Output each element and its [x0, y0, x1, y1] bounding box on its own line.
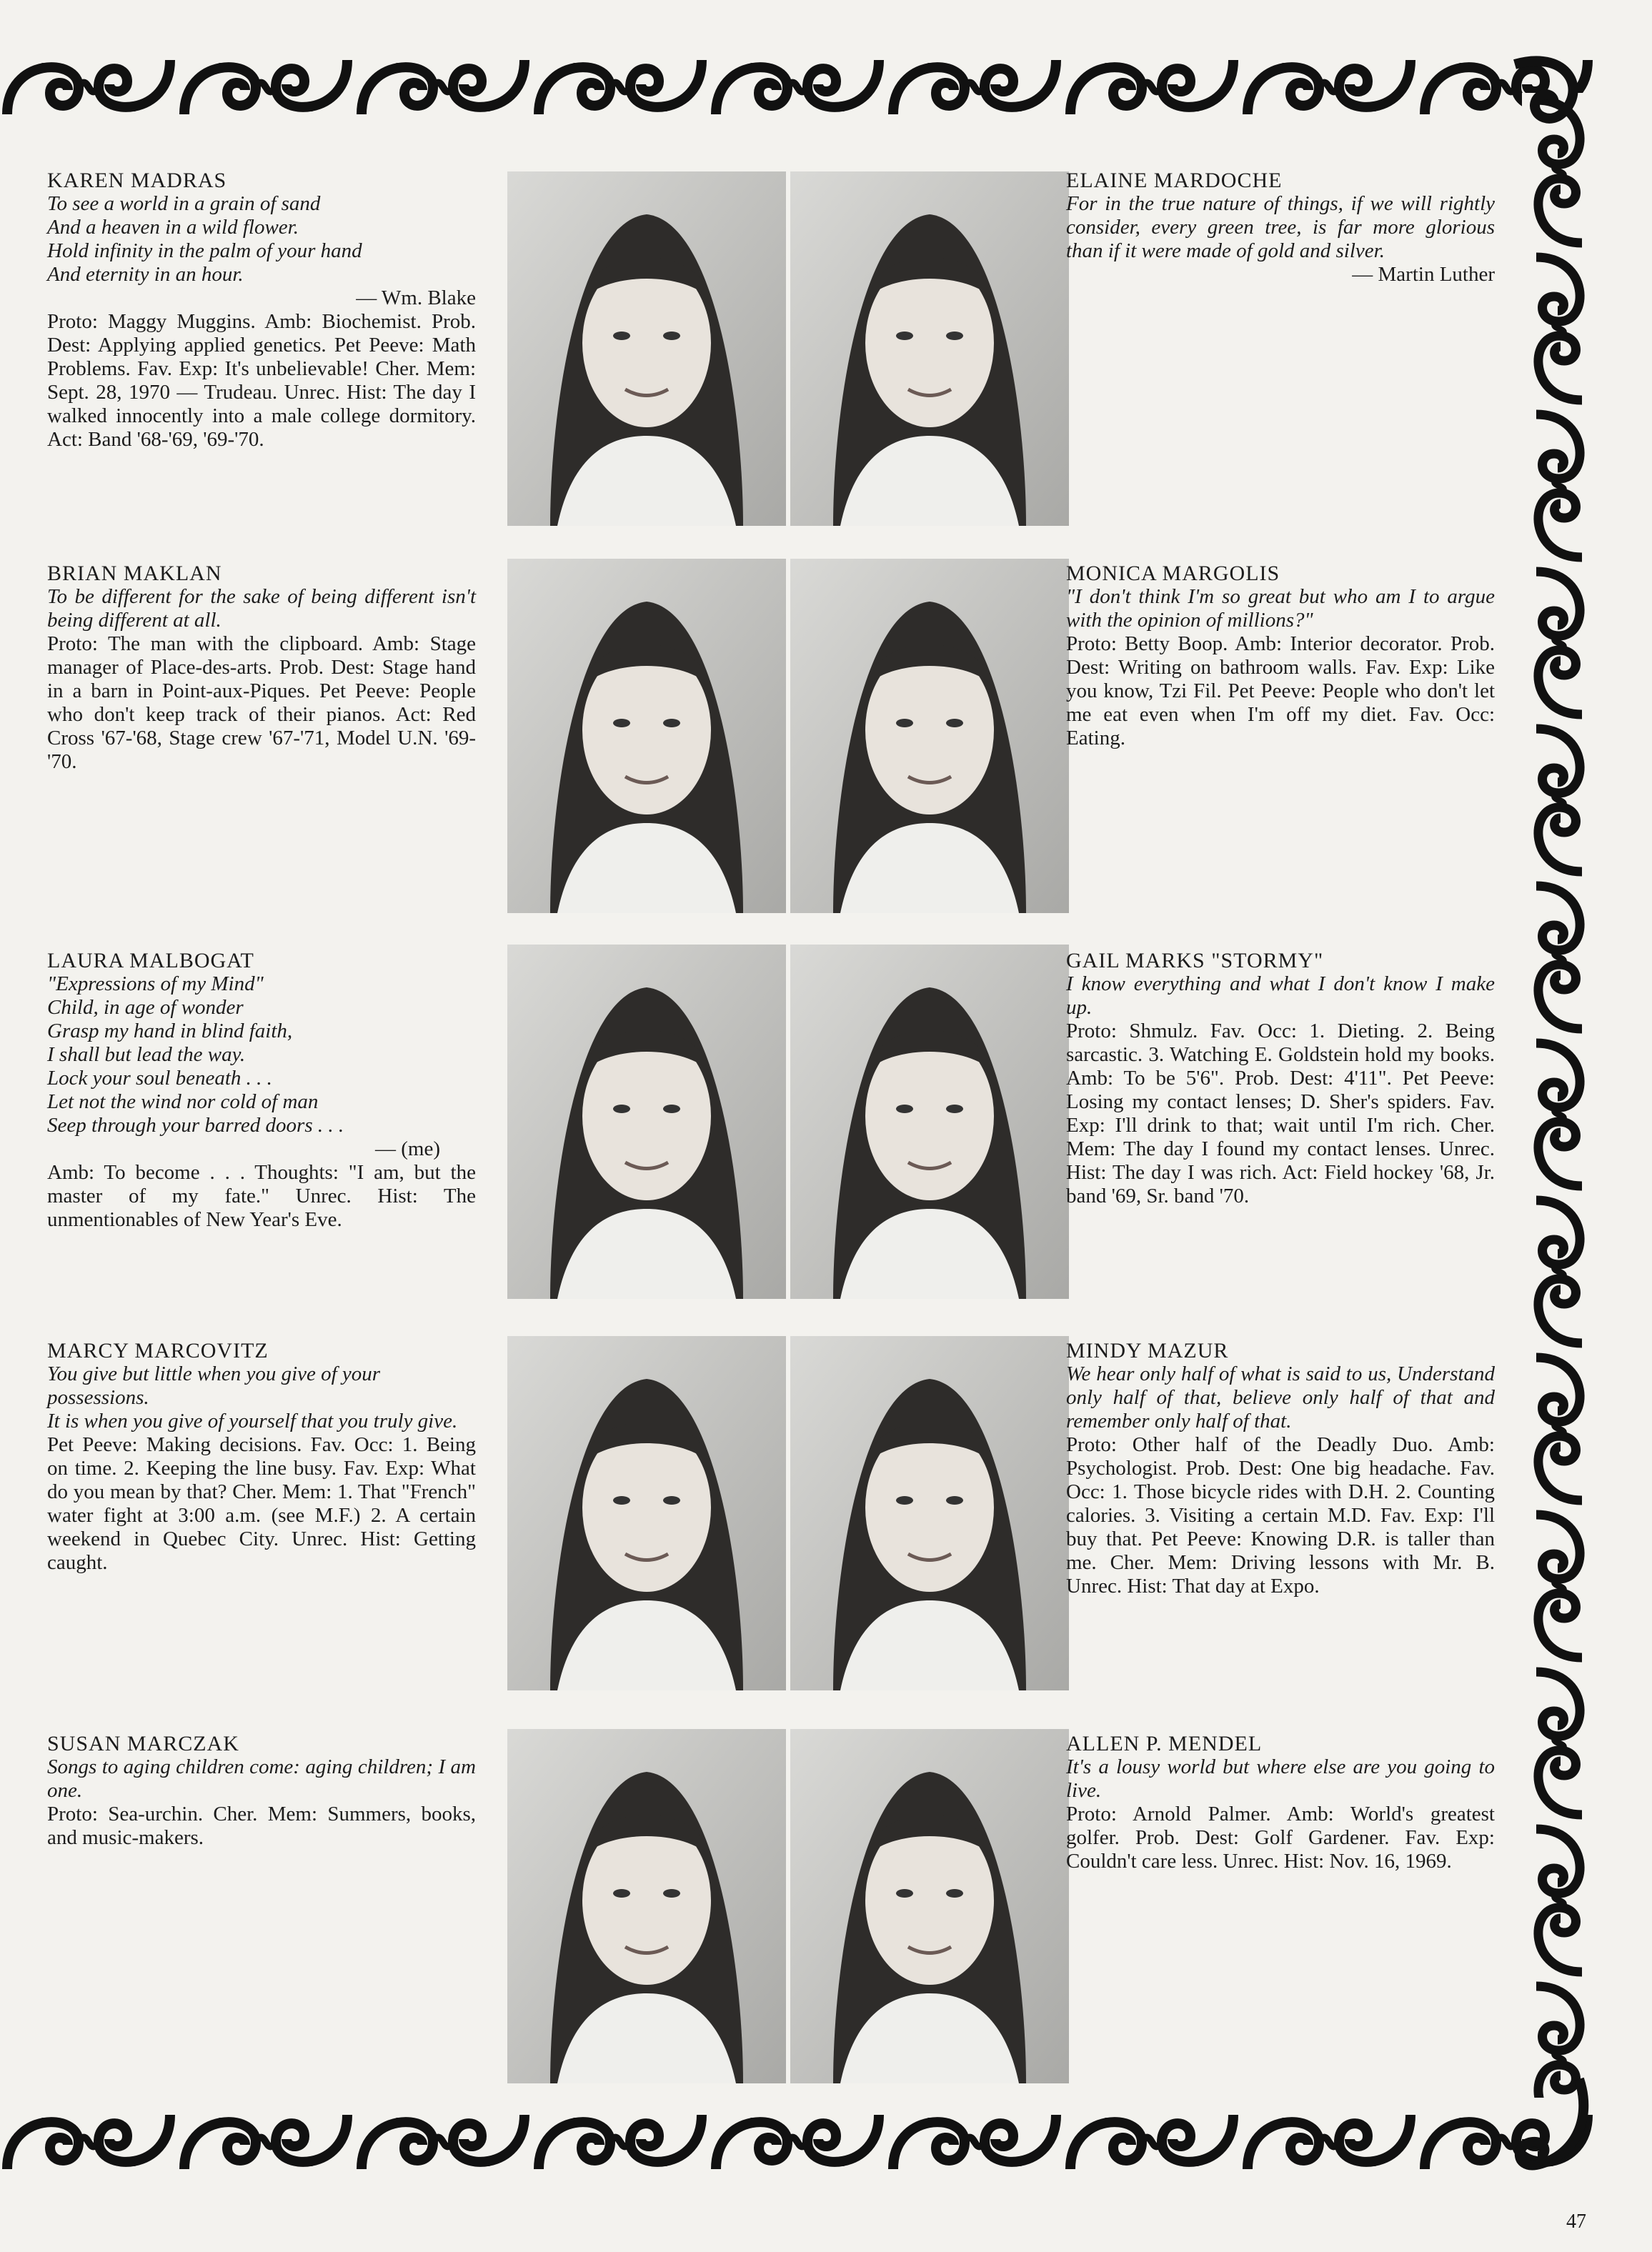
page-number: 47 [1566, 2211, 1586, 2233]
student-name: GAIL MARKS "STORMY" [1066, 949, 1324, 972]
student-name: ALLEN P. MENDEL [1066, 1732, 1263, 1755]
bio-elaine-mardoche [1066, 169, 1495, 287]
bio-susan-marczak [47, 1732, 476, 1850]
student-name: LAURA MALBOGAT [47, 949, 254, 972]
student-quote: "Expressions of my Mind" Child, in age of wonder Grasp my hand in blind faith, I shall but lead the way. Lock your soul beneath . . . Let not the wind nor cold of man Seep through your barred doors . . . [47, 972, 344, 1137]
student-name: SUSAN MARCZAK [47, 1732, 239, 1755]
bio-mindy-mazur [1066, 1339, 1495, 1598]
portrait-photo-karen-madras [507, 171, 786, 526]
student-quote: For in the true nature of things, if we will rightly consider, every green tree, is far more glorious than if it were made of gold and silver. [1066, 192, 1495, 262]
portrait-photo-laura-malbogat [507, 945, 786, 1299]
portrait-photo-susan-marczak [507, 1729, 786, 2083]
student-details: Proto: Other half of the Deadly Duo. Amb: Psychologist. Prob. Dest: One big headache. Fav. Occ: 1. Those bicycle rides with D.H. 2. Counting calories. 3. Visiting a certain M.D. Fav. Exp: I'll buy that. Pet Peeve: Knowing D.R. is taller than me. Cher. Mem: Driving lessons with Mr. B. Unrec. Hist: That day at Expo. [1066, 1433, 1495, 1598]
student-name: MONICA MARGOLIS [1066, 562, 1280, 585]
portrait-photo-allen-mendel [790, 1729, 1069, 2083]
student-quote: To see a world in a grain of sand And a heaven in a wild flower. Hold infinity in the palm of your hand And eternity in an hour. [47, 192, 362, 286]
student-quote: We hear only half of what is said to us, Understand only half of that, believe only half of that and remember only half of that. [1066, 1362, 1495, 1433]
student-quote: I know everything and what I don't know I make up. [1066, 972, 1495, 1019]
bio-gail-marks [1066, 949, 1495, 1208]
student-name: BRIAN MAKLAN [47, 562, 222, 585]
portrait-photo-gail-marks [790, 945, 1069, 1299]
decorative-border-right [1522, 93, 1596, 2136]
quote-attribution: — Martin Luther [1352, 263, 1495, 286]
bio-marcy-marcovitz [47, 1339, 476, 1575]
student-name: MINDY MAZUR [1066, 1339, 1229, 1362]
student-details: Proto: Betty Boop. Amb: Interior decorator. Prob. Dest: Writing on bathroom walls. Fav. Exp: Like you know, Tzi Fil. Pet Peeve: People who don't let me eat even when I'm off my diet. Fav. Occ: Eating. [1066, 632, 1495, 749]
portrait-photo-brian-maklan [507, 559, 786, 913]
bio-monica-margolis [1066, 562, 1495, 750]
student-quote: Songs to aging children come: aging children; I am one. [47, 1755, 476, 1802]
student-details: Proto: Arnold Palmer. Amb: World's greatest golfer. Prob. Dest: Golf Gardener. Fav. Exp: Couldn't care less. Unrec. Hist: Nov. 16, 1969. [1066, 1803, 1495, 1873]
student-details: Proto: The man with the clipboard. Amb: Stage manager of Place-des-arts. Prob. Dest: Stage hand in a barn in Point-aux-Piques. Pet Peeve: People who don't keep track of their pianos. Act: Red Cross '67-'68, Stage crew '67-'71, Model U.N. '69-'70. [47, 632, 476, 773]
bio-karen-madras [47, 169, 476, 452]
portrait-photo-marcy-marcovitz [507, 1336, 786, 1690]
bio-allen-mendel [1066, 1732, 1495, 1873]
student-name: MARCY MARCOVITZ [47, 1339, 269, 1362]
student-quote: You give but little when you give of your possessions. It is when you give of yourself that you truly give. [47, 1362, 458, 1433]
student-details: Proto: Maggy Muggins. Amb: Biochemist. Prob. Dest: Applying applied genetics. Pet Peeve: Math Problems. Fav. Exp: It's unbelievable! Cher. Mem: Sept. 28, 1970 — Trudeau. Unrec. Hist: The day I walked innocently into a male college dormitory. Act: Band '68-'69, '69-'70. [47, 310, 476, 451]
decorative-border-top [0, 43, 1593, 131]
student-quote: To be different for the sake of being different isn't being different at all. [47, 585, 476, 632]
student-details: Pet Peeve: Making decisions. Fav. Occ: 1. Being on time. 2. Keeping the line busy. Fav. Exp: What do you mean by that? Cher. Mem: 1. That "French" water fight at 3:00 a.m. (see M.F.) 2. A certain weekend in Quebec City. Unrec. Hist: Getting caught. [47, 1433, 476, 1574]
bio-brian-maklan [47, 562, 476, 774]
portrait-photo-elaine-mardoche [790, 171, 1069, 526]
student-details: Proto: Shmulz. Fav. Occ: 1. Dieting. 2. Being sarcastic. 3. Watching E. Goldstein hold my books. Amb: To be 5'6". Prob. Dest: 4'11". Pet Peeve: Losing my contact lenses; D. Sher's spiders. Fav. Exp: I'll drink to that; wait until I'm rich. Cher. Mem: The day I found my contact lenses. Unrec. Hist: The day I was rich. Act: Field hockey '68, Jr. band '69, Sr. band '70. [1066, 1020, 1495, 1207]
student-quote: It's a lousy world but where else are you going to live. [1066, 1755, 1495, 1802]
quote-attribution: — (me) [375, 1137, 440, 1160]
student-details: Amb: To become . . . Thoughts: "I am, but the master of my fate." Unrec. Hist: The unmentionables of New Year's Eve. [47, 1161, 476, 1231]
decorative-border-corner-bottom [1501, 2072, 1601, 2179]
portrait-photo-mindy-mazur [790, 1336, 1069, 1690]
decorative-border-corner-top [1501, 43, 1593, 143]
student-quote: "I don't think I'm so great but who am I to argue with the opinion of millions?" [1066, 585, 1495, 632]
student-name: KAREN MADRAS [47, 169, 227, 192]
bio-laura-malbogat [47, 949, 476, 1232]
decorative-border-bottom [0, 2098, 1593, 2186]
student-details: Proto: Sea-urchin. Cher. Mem: Summers, books, and music-makers. [47, 1803, 476, 1849]
quote-attribution: — Wm. Blake [356, 287, 476, 309]
student-name: ELAINE MARDOCHE [1066, 169, 1283, 192]
portrait-photo-monica-margolis [790, 559, 1069, 913]
